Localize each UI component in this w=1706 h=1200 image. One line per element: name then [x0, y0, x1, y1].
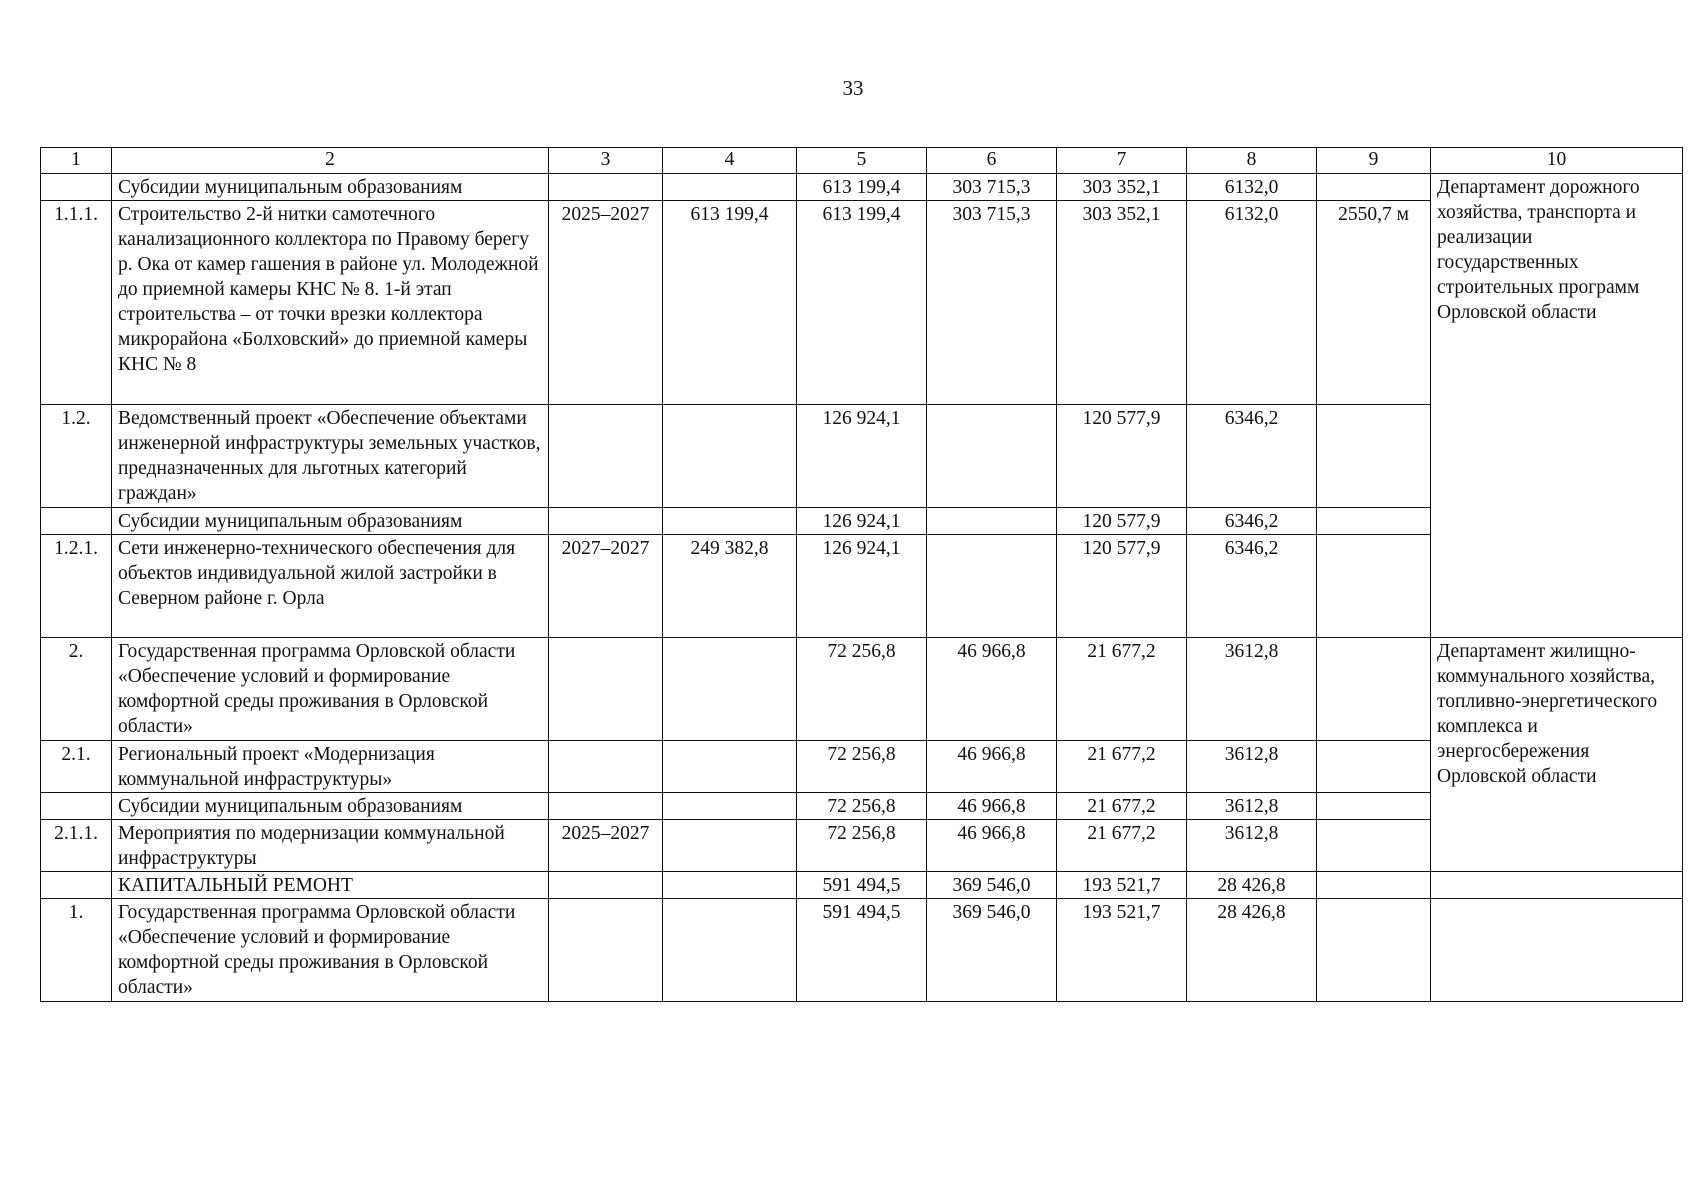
row-federal	[927, 535, 1057, 638]
row-number: 1.1.1.	[41, 201, 112, 405]
row-period	[549, 638, 663, 741]
row-regional: 303 352,1	[1057, 201, 1187, 405]
row-municipal: 6346,2	[1187, 535, 1317, 638]
row-number	[41, 508, 112, 535]
row-period: 2027–2027	[549, 535, 663, 638]
column-header: 4	[663, 148, 797, 174]
row-total: 613 199,4	[797, 201, 927, 405]
row-federal	[927, 508, 1057, 535]
column-number-row	[41, 148, 1683, 174]
row-municipal: 6346,2	[1187, 405, 1317, 508]
row-name: Строительство 2-й нитки самотечного канализационного коллектора по Правому берегу р. Ока от камер гашения в районе ул. Молодежной до приемной камеры КНС № 8. 1-й этап строительства – от точки врезки коллектора микрорайона «Болховский» до приемной камеры КНС № 8	[112, 201, 549, 405]
row-total: 126 924,1	[797, 535, 927, 638]
row-federal: 46 966,8	[927, 741, 1057, 793]
column-header: 2	[112, 148, 549, 174]
row-cost	[663, 899, 797, 1002]
row-number: 1.2.1.	[41, 535, 112, 638]
row-number: 2.1.1.	[41, 820, 112, 872]
row-period	[549, 793, 663, 820]
column-header: 3	[549, 148, 663, 174]
row-total: 126 924,1	[797, 405, 927, 508]
row-capacity	[1317, 899, 1431, 1002]
row-responsible	[1431, 872, 1683, 899]
column-header: 1	[41, 148, 112, 174]
row-name: Региональный проект «Модернизация коммунальной инфраструктуры»	[112, 741, 549, 793]
row-regional: 21 677,2	[1057, 741, 1187, 793]
row-number	[41, 174, 112, 201]
row-number	[41, 872, 112, 899]
row-period	[549, 741, 663, 793]
row-capacity	[1317, 535, 1431, 638]
row-responsible	[1431, 899, 1683, 1002]
table-row	[41, 899, 1683, 1002]
page-number: 33	[842, 76, 864, 100]
column-header: 8	[1187, 148, 1317, 174]
row-cost	[663, 820, 797, 872]
row-number: 2.	[41, 638, 112, 741]
row-federal: 46 966,8	[927, 820, 1057, 872]
row-name: Ведомственный проект «Обеспечение объектами инженерной инфраструктуры земельных участков, предназначенных для льготных категорий граждан»	[112, 405, 549, 508]
row-municipal: 6132,0	[1187, 174, 1317, 201]
row-federal: 46 966,8	[927, 638, 1057, 741]
row-municipal: 3612,8	[1187, 741, 1317, 793]
column-header: 10	[1431, 148, 1683, 174]
row-cost	[663, 405, 797, 508]
row-municipal: 6346,2	[1187, 508, 1317, 535]
row-total: 72 256,8	[797, 820, 927, 872]
row-name: Субсидии муниципальным образованиям	[112, 793, 549, 820]
table-row	[41, 174, 1683, 201]
responsible-housing-department: Департамент жилищно-коммунального хозяйства, топливно-энергетического комплекса и энергосбережения Орловской области	[1431, 638, 1683, 872]
row-total: 613 199,4	[797, 174, 927, 201]
row-period	[549, 899, 663, 1002]
row-cost: 613 199,4	[663, 201, 797, 405]
table-row	[41, 872, 1683, 899]
row-name: Государственная программа Орловской области «Обеспечение условий и формирование комфортной среды проживания в Орловской области»	[112, 638, 549, 741]
row-regional: 193 521,7	[1057, 872, 1187, 899]
row-total: 72 256,8	[797, 638, 927, 741]
column-header: 7	[1057, 148, 1187, 174]
row-regional: 120 577,9	[1057, 405, 1187, 508]
row-cost	[663, 638, 797, 741]
row-federal: 369 546,0	[927, 872, 1057, 899]
row-period	[549, 508, 663, 535]
row-capacity	[1317, 638, 1431, 741]
row-regional: 21 677,2	[1057, 820, 1187, 872]
row-period	[549, 405, 663, 508]
row-cost	[663, 741, 797, 793]
row-capacity: 2550,7 м	[1317, 201, 1431, 405]
row-number: 1.2.	[41, 405, 112, 508]
row-capacity	[1317, 820, 1431, 872]
row-federal	[927, 405, 1057, 508]
row-municipal: 3612,8	[1187, 820, 1317, 872]
row-regional: 21 677,2	[1057, 638, 1187, 741]
row-name: Государственная программа Орловской области «Обеспечение условий и формирование комфортной среды проживания в Орловской области»	[112, 899, 549, 1002]
row-regional: 120 577,9	[1057, 508, 1187, 535]
row-number: 1.	[41, 899, 112, 1002]
row-municipal: 3612,8	[1187, 638, 1317, 741]
row-period	[549, 174, 663, 201]
row-name: Субсидии муниципальным образованиям	[112, 174, 549, 201]
row-total: 72 256,8	[797, 793, 927, 820]
row-number: 2.1.	[41, 741, 112, 793]
table-row	[41, 638, 1683, 741]
row-total: 72 256,8	[797, 741, 927, 793]
row-total: 126 924,1	[797, 508, 927, 535]
budget-table	[40, 147, 1683, 1002]
row-federal: 303 715,3	[927, 174, 1057, 201]
row-capacity	[1317, 174, 1431, 201]
row-municipal: 28 426,8	[1187, 899, 1317, 1002]
row-name: КАПИТАЛЬНЫЙ РЕМОНТ	[112, 872, 549, 899]
row-name: Субсидии муниципальным образованиям	[112, 508, 549, 535]
row-cost	[663, 508, 797, 535]
column-header: 6	[927, 148, 1057, 174]
row-regional: 21 677,2	[1057, 793, 1187, 820]
row-regional: 303 352,1	[1057, 174, 1187, 201]
row-federal: 369 546,0	[927, 899, 1057, 1002]
row-municipal: 28 426,8	[1187, 872, 1317, 899]
row-municipal: 6132,0	[1187, 201, 1317, 405]
row-capacity	[1317, 872, 1431, 899]
row-federal: 46 966,8	[927, 793, 1057, 820]
row-capacity	[1317, 741, 1431, 793]
row-total: 591 494,5	[797, 872, 927, 899]
row-cost	[663, 174, 797, 201]
row-period: 2025–2027	[549, 201, 663, 405]
row-name: Сети инженерно-технического обеспечения для объектов индивидуальной жилой застройки в Северном районе г. Орла	[112, 535, 549, 638]
row-cost: 249 382,8	[663, 535, 797, 638]
row-number	[41, 793, 112, 820]
responsible-road-department: Департамент дорожного хозяйства, транспорта и реализации государственных строительных программ Орловской области	[1431, 174, 1683, 638]
row-period	[549, 872, 663, 899]
row-cost	[663, 793, 797, 820]
row-capacity	[1317, 405, 1431, 508]
row-regional: 193 521,7	[1057, 899, 1187, 1002]
row-name: Мероприятия по модернизации коммунальной инфраструктуры	[112, 820, 549, 872]
column-header: 5	[797, 148, 927, 174]
column-header: 9	[1317, 148, 1431, 174]
row-cost	[663, 872, 797, 899]
row-period: 2025–2027	[549, 820, 663, 872]
row-capacity	[1317, 508, 1431, 535]
row-federal: 303 715,3	[927, 201, 1057, 405]
row-capacity	[1317, 793, 1431, 820]
row-total: 591 494,5	[797, 899, 927, 1002]
row-municipal: 3612,8	[1187, 793, 1317, 820]
row-regional: 120 577,9	[1057, 535, 1187, 638]
